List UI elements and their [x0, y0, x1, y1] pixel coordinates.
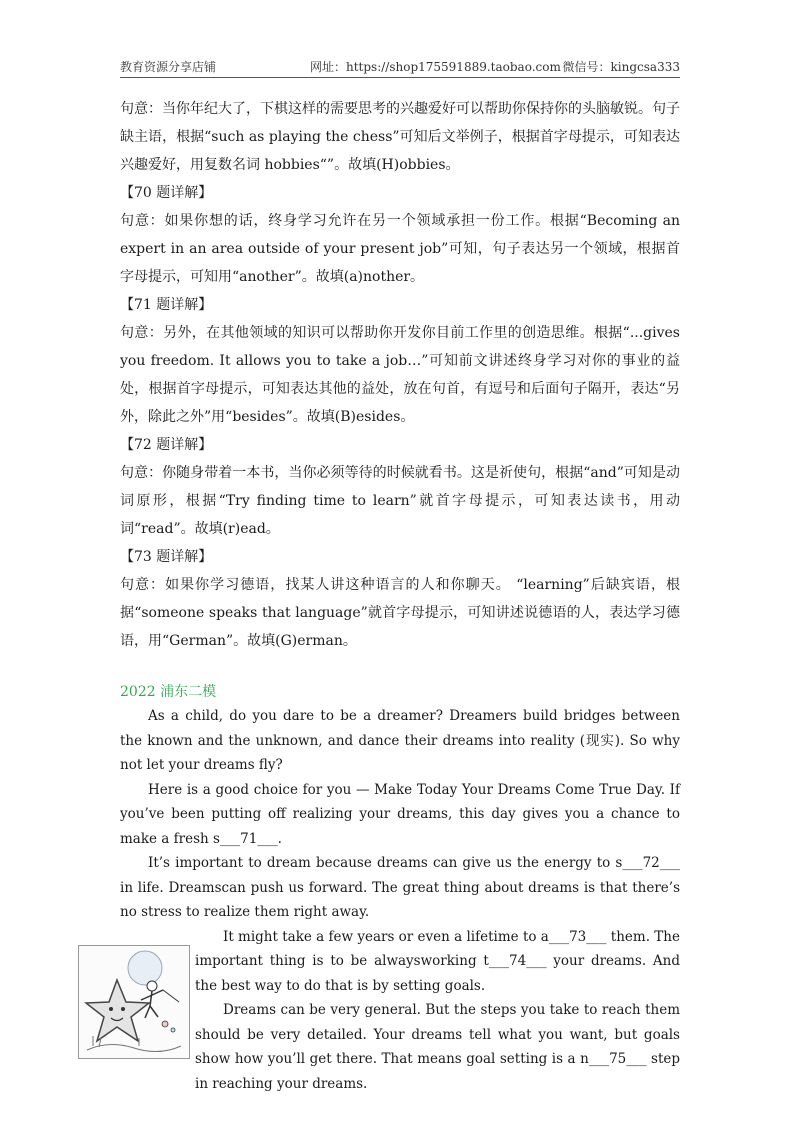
reading-passage — [120, 680, 680, 1096]
explanation-73: 句意：如果你学习德语，找某人讲这种语言的人和你聊天。 “learning”后缺宾语，根据“someone speaks that language”就首字母提示，可知讲述说德语的人，表达学习德语，用“German”。故填(G)erman。 — [120, 577, 680, 649]
explanation-72-title: 【72 题详解】 — [120, 437, 213, 453]
header-wechat: 微信号：kingcsa333 — [562, 60, 680, 74]
passage-paragraph-3: It’s important to dream because dreams can give us the energy to s___72___ in life. Dreamscan push us forward. The great thing about dreams is that there’s no stress to realize them right away. — [120, 855, 680, 920]
explanation-71-title: 【71 题详解】 — [120, 297, 213, 313]
header-shop-name: 教育资源分享店铺 — [120, 60, 217, 74]
passage-paragraph-2: Here is a good choice for you — Make Today Your Dreams Come True Day. If you’ve been putting off realizing your dreams, this day gives you a chance to make a fresh s___71___. — [120, 781, 680, 847]
header-url[interactable]: 网址：https://shop175591889.taobao.com — [310, 60, 561, 74]
passage-paragraph-4: It might take a few years or even a lifetime to a___73___ them. The important thing is to be alwaysworking t___74___ your dreams. And the best way to do that is by setting goals. — [195, 928, 680, 994]
passage-paragraph-1: As a child, do you dare to be a dreamer? Dreamers build bridges between the known and the unknown, and dance their dreams into reality (现实). So why not let your dreams fly? — [120, 708, 680, 773]
explanation-70: 句意：如果你想的话，终身学习允许在另一个领域承担一份工作。根据“Becoming an expert in an area outside of your present job”可知，句子表达另一个领域，根据首字母提示，可知用“another”。故填(a)nother。 — [120, 213, 680, 285]
explanation-70-title: 【70 题详解】 — [120, 185, 213, 201]
explanation-72: 句意：你随身带着一本书，当你必须等待的时候就看书。这是祈使句，根据“and”可知是动词原形，根据“Try finding time to learn”就首字母提示，可知表达读书，用动词“read”。故填(r)ead。 — [120, 465, 680, 537]
explanation-71: 句意：另外，在其他领域的知识可以帮助你开发你目前工作里的创造思维。根据“...gives you freedom. It allows you to take a job…”可知前文讲述终身学习对你的事业的益处，根据首字母提示，可知表达其他的益处，放在句首，有逗号和后面句子隔开，表达“另外，除此之外”用“besides”。故填(B)esides。 — [120, 325, 680, 425]
image-wrap-block — [120, 925, 680, 1097]
star-child-illustration-icon — [78, 945, 190, 1059]
passage-paragraph-5: Dreams can be very general. But the steps you take to reach them should be very detailed. Your dreams tell what you want, but goals show how you’ll get there. That means goal setting is a n___75___ step in reaching your dreams. — [195, 1002, 680, 1092]
wrapped-text — [195, 925, 680, 1097]
explanations-section — [120, 95, 680, 655]
passage-title: 2022 浦东二模 — [120, 684, 217, 700]
explanation-69: 句意：当你年纪大了，下棋这样的需要思考的兴趣爱好可以帮助你保持你的头脑敏锐。句子缺主语，根据“such as playing the chess”可知后文举例子，根据首字母提示，可知表达兴趣爱好，用复数名词 hobbies“”。故填(H)obbies。 — [120, 101, 680, 173]
explanation-73-title: 【73 题详解】 — [120, 549, 213, 565]
page-header — [120, 56, 680, 76]
header-divider — [120, 77, 680, 78]
